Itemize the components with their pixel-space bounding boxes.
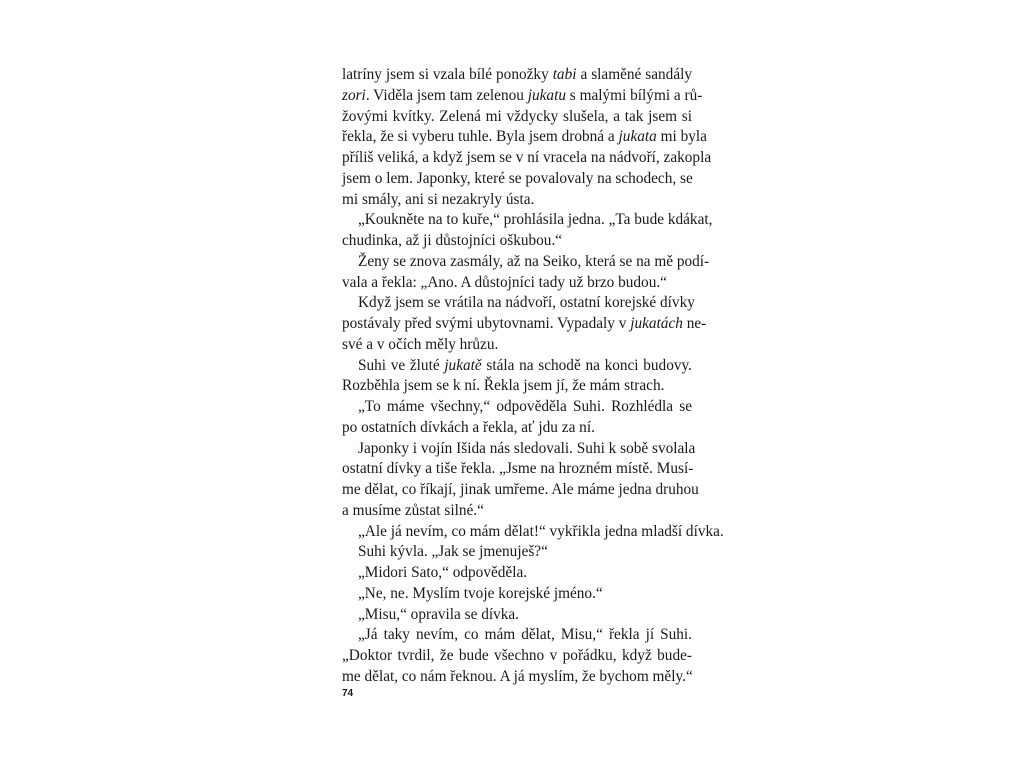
text-segment: žovými kvítky. Zelená mi vždycky slušela, a tak jsem si bbox=[342, 107, 692, 125]
text-segment: své a v očích měly hrůzu. bbox=[342, 335, 499, 353]
text-line bbox=[342, 480, 699, 501]
text-segment: „Midori Sato,“ odpověděla. bbox=[358, 564, 528, 581]
text-segment: a slaměné sandály bbox=[576, 66, 693, 83]
text-segment: „Ne, ne. Myslím tvoje korejské jméno.“ bbox=[358, 584, 603, 602]
text-segment: řekla, že si vyberu tuhle. Byla jsem drobná a bbox=[342, 128, 619, 146]
italic-term: jukatě bbox=[444, 356, 482, 374]
text-line bbox=[342, 625, 692, 646]
text-line bbox=[342, 418, 692, 439]
text-line bbox=[342, 522, 724, 543]
text-segment: „Ale já nevím, co mám dělat!“ vykřikla jedna mladší dívka. bbox=[358, 522, 724, 540]
italic-term: jukatách bbox=[630, 315, 683, 332]
text-segment: ne- bbox=[682, 315, 707, 332]
page-number: 74 bbox=[342, 688, 354, 699]
text-segment: „To máme všechny,“ odpověděla Suhi. Rozhlédla se bbox=[358, 398, 692, 415]
text-segment: postávaly před svými ubytovnami. Vypadaly v bbox=[342, 315, 631, 332]
text-segment: stála na schodě na konci budovy. bbox=[481, 356, 692, 374]
text-segment: mi byla bbox=[656, 128, 707, 146]
text-segment: příliš veliká, a když jsem se v ní vracela na nádvoří, zakopla bbox=[342, 149, 712, 166]
text-line bbox=[342, 563, 692, 584]
text-segment: chudinka, až ji důstojníci oškubou.“ bbox=[342, 232, 563, 249]
text-line bbox=[342, 314, 707, 335]
text-segment: „Koukněte na to kuře,“ prohlásila jedna. „Ta bude kdákat, bbox=[358, 211, 713, 229]
text-line bbox=[342, 86, 703, 107]
text-line bbox=[342, 584, 692, 605]
text-segment: me dělat, co říkají, jinak umřeme. Ale máme jedna druhou bbox=[342, 481, 699, 498]
italic-term: jukatu bbox=[527, 86, 566, 104]
text-segment: me dělat, co nám řeknou. A já myslím, že bychom měly.“ bbox=[342, 667, 693, 685]
text-segment: Suhi kývla. „Jak se jmenuješ?“ bbox=[358, 543, 548, 561]
text-segment: „Doktor tvrdil, že bude všechno v pořádku, když bude- bbox=[342, 647, 692, 664]
text-line bbox=[342, 231, 692, 252]
italic-term: tabi bbox=[552, 66, 577, 83]
text-segment: jsem o lem. Japonky, které se povalovaly na schodech, se bbox=[342, 169, 693, 187]
text-line bbox=[342, 252, 710, 273]
text-segment: s malými bílými a rů- bbox=[565, 86, 703, 104]
text-segment: a musíme zůstat silné.“ bbox=[342, 501, 484, 519]
text-segment: po ostatních dívkách a řekla, ať jdu za ní. bbox=[342, 418, 595, 436]
text-segment: Ženy se znova zasmály, až na Seiko, která se na mě podí- bbox=[358, 252, 710, 270]
text-segment: Rozběhla jsem se k ní. Řekla jsem jí, že mám strach. bbox=[342, 377, 665, 395]
text-segment: latríny jsem si vzala bílé ponožky bbox=[342, 66, 553, 83]
text-line bbox=[342, 107, 692, 128]
text-line bbox=[342, 335, 692, 356]
text-segment: ostatní dívky a tiše řekla. „Jsme na hrozném místě. Musí- bbox=[342, 460, 694, 478]
text-segment: Japonky i vojín Išida nás sledovali. Suhi k sobě svolala bbox=[358, 439, 696, 457]
text-line bbox=[342, 356, 692, 377]
text-line bbox=[342, 65, 692, 86]
text-segment: mi smály, ani si nezakryly ústa. bbox=[342, 190, 535, 208]
text-line bbox=[342, 148, 712, 169]
text-line bbox=[342, 273, 692, 294]
text-line bbox=[342, 439, 696, 460]
text-line bbox=[342, 667, 692, 688]
text-line bbox=[342, 501, 692, 522]
text-line bbox=[342, 169, 692, 190]
text-line bbox=[342, 190, 692, 211]
text-segment: Když jsem se vrátila na nádvoří, ostatní korejské dívky bbox=[358, 294, 695, 312]
italic-term: zori bbox=[342, 86, 366, 104]
text-line bbox=[342, 210, 713, 231]
text-line bbox=[342, 605, 692, 626]
text-line bbox=[342, 397, 692, 418]
text-line bbox=[342, 646, 692, 667]
text-segment: . Viděla jsem tam zelenou bbox=[365, 86, 528, 104]
text-line bbox=[342, 127, 707, 148]
body-text bbox=[342, 65, 724, 688]
text-line bbox=[342, 293, 695, 314]
text-segment: „Já taky nevím, co mám dělat, Misu,“ řekla jí Suhi. bbox=[358, 626, 692, 644]
text-segment: „Misu,“ opravila se dívka. bbox=[358, 605, 519, 623]
text-segment: Suhi ve žluté bbox=[358, 356, 445, 374]
text-line bbox=[342, 459, 692, 480]
text-segment: vala a řekla: „Ano. A důstojníci tady už brzo budou.“ bbox=[342, 273, 667, 291]
text-line bbox=[342, 376, 692, 397]
italic-term: jukata bbox=[618, 128, 657, 146]
text-line bbox=[342, 542, 692, 563]
